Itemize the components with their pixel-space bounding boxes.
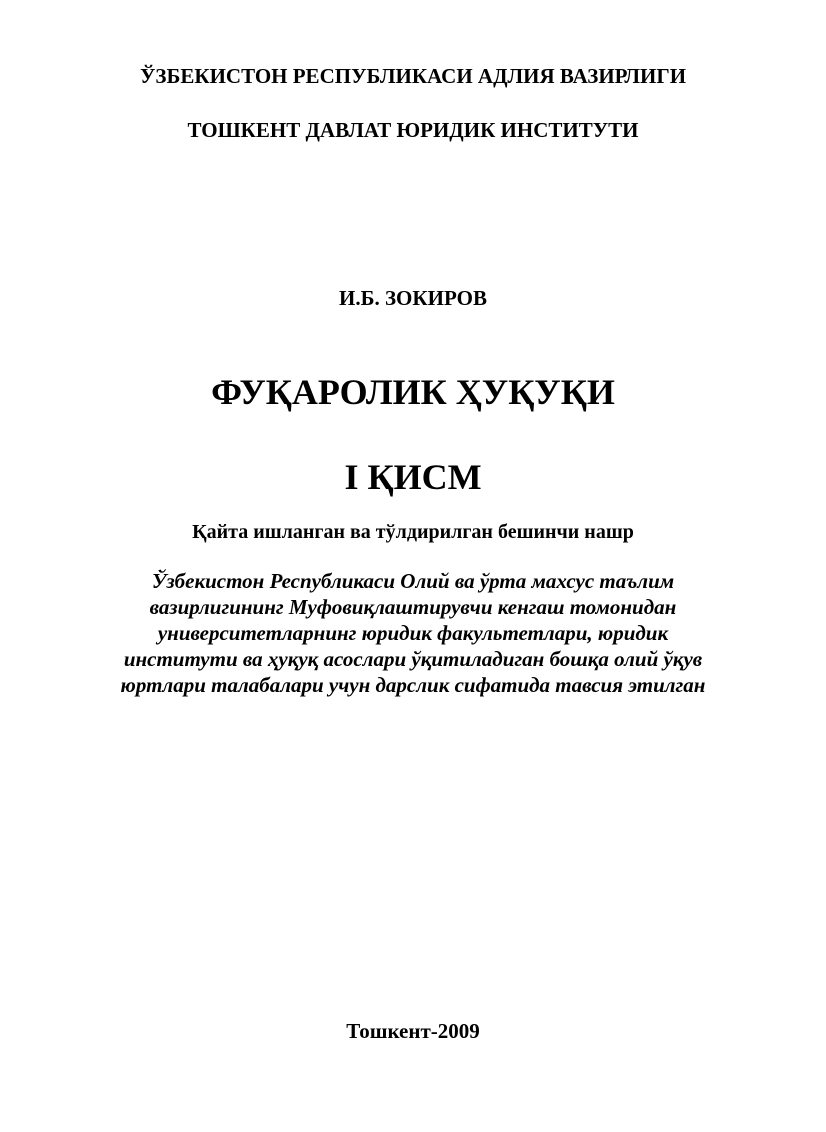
book-part: I ҚИСМ (344, 457, 482, 497)
edition-note: Қайта ишланган ва тўлдирилган бешинчи нашр (192, 521, 634, 543)
recommendation-line: институти ва ҳуқуқ асослари ўқитиладиган бошқа олий ўқув (123, 647, 703, 671)
author-name: И.Б. ЗОКИРОВ (339, 286, 487, 310)
recommendation-line: Ўзбекистон Республикаси Олий ва ўрта махсус таълим (151, 569, 675, 593)
publication-city-year: Тошкент-2009 (346, 1019, 480, 1043)
book-title: ФУҚАРОЛИК ҲУҚУҚИ (211, 372, 615, 412)
ministry-name: ЎЗБЕКИСТОН РЕСПУБЛИКАСИ АДЛИЯ ВАЗИРЛИГИ (139, 64, 687, 88)
institute-name: ТОШКЕНТ ДАВЛАТ ЮРИДИК ИНСТИТУТИ (187, 118, 639, 142)
recommendation-line: юртлари талабалари учун дарслик сифатида тавсия этилган (120, 673, 706, 697)
recommendation-line: вазирлигининг Муфовиқлаштирувчи кенгаш томонидан (149, 595, 677, 619)
recommendation-text (0, 568, 826, 698)
recommendation-line: университетларнинг юридик факультетлари, юридик (157, 621, 669, 645)
